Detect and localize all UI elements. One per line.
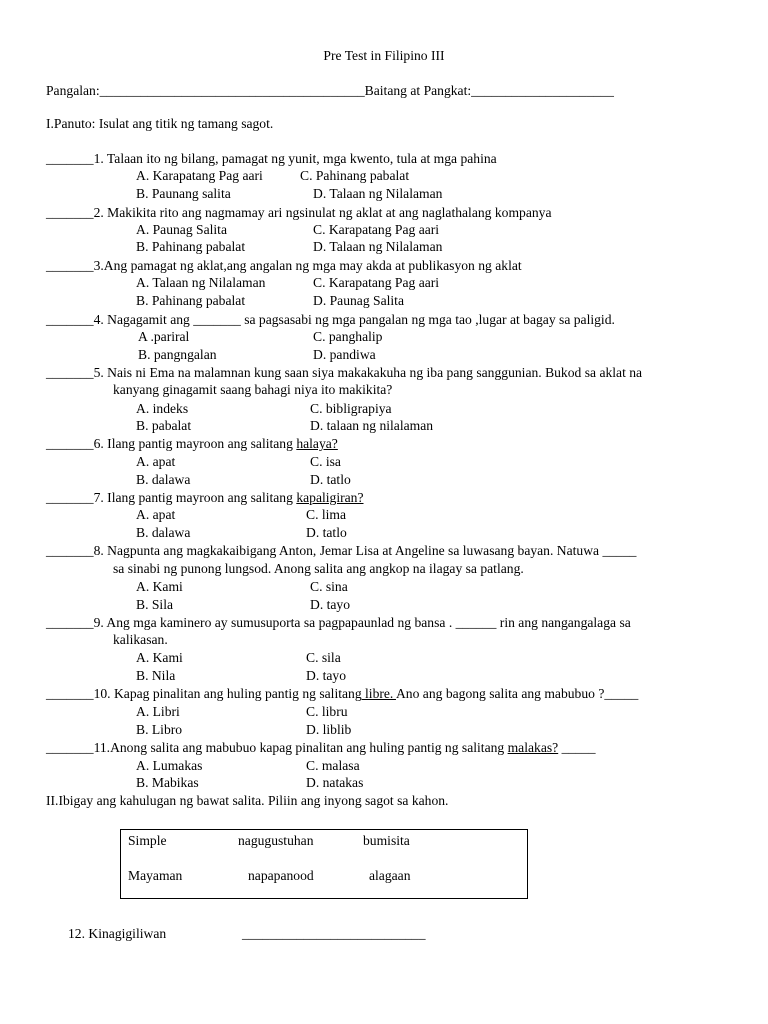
answer-blank: ___________________________	[242, 926, 426, 941]
option-a: A. Talaan ng Nilalaman	[136, 275, 266, 290]
question-stem	[46, 686, 638, 702]
question-stem	[46, 740, 596, 756]
option-a: A. Libri	[136, 704, 180, 719]
option-c: C. sina	[310, 579, 348, 594]
question-stem-text: _______11.Anong salita ang mabubuo kapag pinalitan ang huling pantig ng salitang	[46, 740, 508, 755]
option-d: D. tayo	[310, 597, 351, 612]
option-b: B. dalawa	[136, 525, 191, 540]
option-a: A. apat	[136, 454, 176, 469]
question-stem-text: _______6. Ilang pantig mayroon ang salitang	[46, 436, 297, 451]
question-stem: _______4. Nagagamit ang _______ sa pagsasabi ng mga pangalan ng mga tao ,lugar at bagay sa paligid.	[46, 312, 615, 327]
option-d: D. tatlo	[310, 472, 351, 487]
question-stem: _______2. Makikita rito ang nagmamay ari ngsinulat ng aklat at ang naglathalang kompanya	[46, 205, 552, 220]
target-word: kapaligiran?	[296, 490, 364, 505]
question-stem-text: _______7. Ilang pantig mayroon ang salitang	[46, 490, 297, 505]
option-d: D. liblib	[306, 722, 352, 737]
option-c: C. Karapatang Pag aari	[313, 222, 440, 237]
option-d: D. pandiwa	[313, 347, 376, 362]
option-a: A. Lumakas	[136, 758, 203, 773]
page-title: Pre Test in Filipino III	[323, 48, 445, 63]
option-a: A .pariral	[138, 329, 190, 344]
question-label: 12. Kinagigiliwan	[68, 926, 167, 941]
option-a: A. Paunag Salita	[136, 222, 227, 237]
option-c: C. lima	[306, 507, 347, 522]
option-b: B. Sila	[136, 597, 174, 612]
option-a: A. Karapatang Pag aari	[136, 168, 263, 183]
question-stem: _______1. Talaan ito ng bilang, pamagat ng yunit, mga kwento, tula at mga pahina	[46, 151, 497, 166]
question-stem-continued: kanyang ginagamit saang bahagi niya ito makikita?	[113, 382, 393, 397]
question-stem-continued: kalikasan.	[113, 632, 168, 647]
option-a: A. Kami	[136, 579, 183, 594]
option-c: C. Karapatang Pag aari	[313, 275, 440, 290]
target-word: libre.	[361, 686, 396, 701]
option-b: B. Nila	[136, 668, 176, 683]
word-choice: bumisita	[363, 833, 410, 848]
option-a: A. apat	[136, 507, 176, 522]
word-choice: nagugustuhan	[238, 833, 314, 848]
option-b: B. Paunang salita	[136, 186, 231, 201]
option-c: C. panghalip	[313, 329, 383, 344]
question-stem-continued: sa sinabi ng punong lungsod. Anong salita ang angkop na ilagay sa patlang.	[113, 561, 524, 576]
option-b: B. dalawa	[136, 472, 191, 487]
option-b: B. Pahinang pabalat	[136, 293, 246, 308]
option-b: B. pabalat	[136, 418, 192, 433]
option-b: B. Mabikas	[136, 775, 199, 790]
option-d: D. Talaan ng Nilalaman	[313, 239, 443, 254]
question-stem: _______9. Ang mga kaminero ay sumusuporta sa pagpapaunlad ng bansa . ______ rin ang nangangalaga sa	[46, 615, 631, 630]
word-choice: alagaan	[369, 868, 411, 883]
word-choice: napapanood	[248, 868, 314, 883]
option-d: D. Talaan ng Nilalaman	[313, 186, 443, 201]
question-stem-after: _____	[558, 740, 596, 755]
option-b: B. Pahinang pabalat	[136, 239, 246, 254]
option-b: B. pangngalan	[138, 347, 217, 362]
option-d: D. talaan ng nilalaman	[310, 418, 434, 433]
option-c: C. libru	[306, 704, 348, 719]
target-word: halaya?	[296, 436, 338, 451]
question-stem-text: _______10. Kapag pinalitan ang huling pantig ng salitang	[46, 686, 362, 701]
part1-instruction: I.Panuto: Isulat ang titik ng tamang sagot.	[46, 116, 274, 131]
option-c: C. malasa	[306, 758, 360, 773]
target-word: malakas?	[507, 740, 559, 755]
option-d: D. tayo	[306, 668, 347, 683]
question-stem: _______3.Ang pamagat ng aklat,ang angalan ng mga may akda at publikasyon ng aklat	[46, 258, 522, 273]
name-grade-line: Pangalan:_______________________________________Baitang at Pangkat:_____________________	[46, 83, 614, 98]
option-b: B. Libro	[136, 722, 183, 737]
option-c: C. bibligrapiya	[310, 401, 392, 416]
question-stem: _______5. Nais ni Ema na malamnan kung saan siya makakakuha ng iba pang sanggunian. Bukod sa aklat na	[46, 365, 643, 380]
option-c: C. sila	[306, 650, 341, 665]
option-d: D. tatlo	[306, 525, 347, 540]
option-c: C. Pahinang pabalat	[300, 168, 410, 183]
question-stem	[46, 490, 364, 506]
option-d: D. Paunag Salita	[313, 293, 404, 308]
option-a: A. indeks	[136, 401, 189, 416]
word-choice: Mayaman	[128, 868, 183, 883]
question-stem	[46, 436, 338, 452]
option-a: A. Kami	[136, 650, 183, 665]
word-choice-box	[120, 829, 528, 899]
part2-instruction: II.Ibigay ang kahulugan ng bawat salita. Piliin ang inyong sagot sa kahon.	[46, 793, 449, 808]
word-choice: Simple	[128, 833, 167, 848]
question-stem-after: Ano ang bagong salita ang mabubuo ?_____	[395, 686, 639, 701]
question-stem: _______8. Nagpunta ang magkakaibigang Anton, Jemar Lisa at Angeline sa luwasang bayan. Natuwa _____	[46, 543, 637, 558]
option-c: C. isa	[310, 454, 341, 469]
option-d: D. natakas	[306, 775, 364, 790]
